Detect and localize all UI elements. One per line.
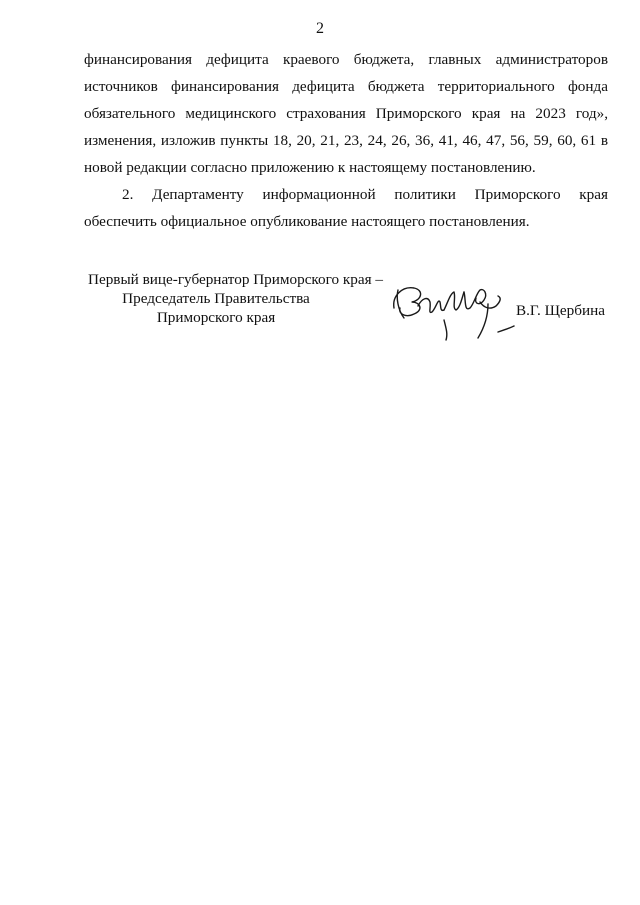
position-line: Приморского края bbox=[156, 309, 276, 326]
text-line: 2. Департаменту информационной политики Приморского края bbox=[122, 186, 608, 203]
text-line: изменения, изложив пункты 18, 20, 21, 23, 24, 26, 36, 41, 46, 47, 56, 59, 60, 61 в bbox=[84, 132, 608, 149]
document-body bbox=[84, 46, 608, 235]
handwritten-signature bbox=[384, 268, 516, 348]
page-number: 2 bbox=[316, 20, 324, 37]
position-line: Председатель Правительства bbox=[122, 290, 310, 307]
text-line: обеспечить официальное опубликование настоящего постановления. bbox=[84, 213, 530, 230]
paragraph-continuation bbox=[84, 46, 608, 181]
text-line: источников финансирования дефицита бюджета территориального фонда bbox=[84, 78, 608, 95]
text-line: обязательного медицинского страхования Приморского края на 2023 год», bbox=[84, 105, 608, 122]
signatory-position bbox=[88, 270, 383, 327]
signer-name: В.Г. Щербина bbox=[516, 302, 605, 319]
text-line: финансирования дефицита краевого бюджета, главных администраторов bbox=[84, 51, 608, 68]
position-line: Первый вице-губернатор Приморского края – bbox=[88, 271, 383, 288]
text-line: новой редакции согласно приложению к настоящему постановлению. bbox=[84, 159, 536, 176]
paragraph-item-2 bbox=[84, 181, 608, 235]
